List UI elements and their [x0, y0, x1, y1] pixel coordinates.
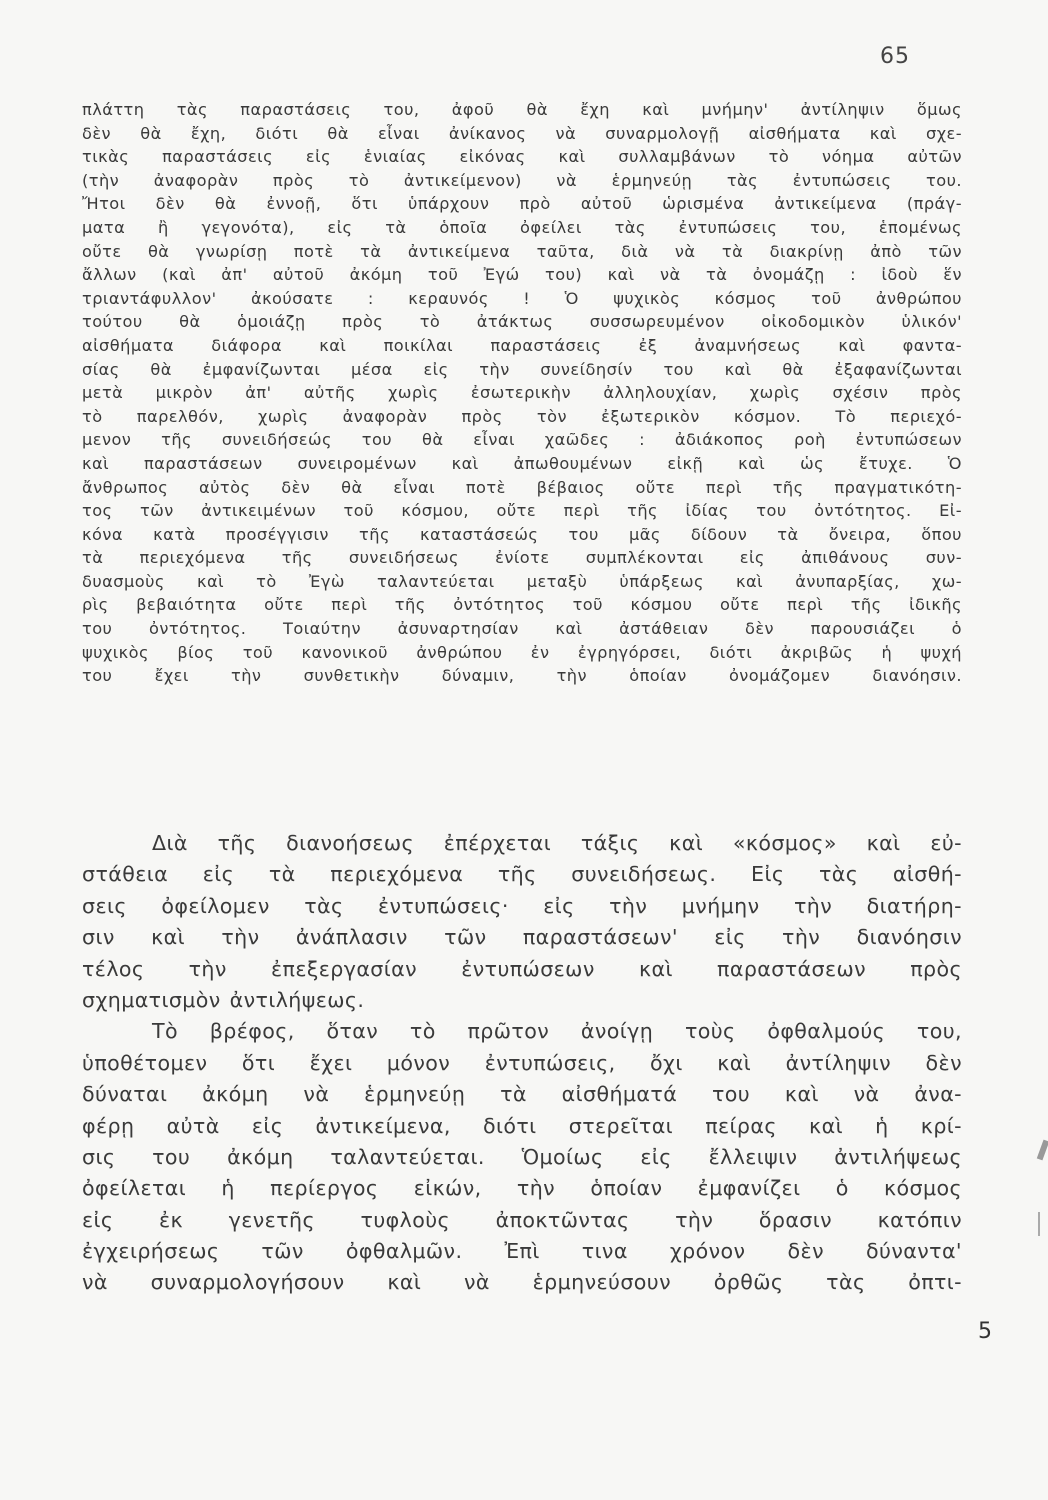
- text-line: δὲν θὰ ἔχη, διότι θὰ εἶναι ἀνίκανος νὰ συναρμολογῇ αἰσθήματα καὶ σχε-: [82, 123, 962, 143]
- text-line: τικὰς παραστάσεις εἰς ἑνιαίας εἰκόνας καὶ συλλαμβάνων τὸ νόημα αὐτῶν: [82, 147, 962, 167]
- text-line: δύναται ἀκόμη νὰ ἑρμηνεύῃ τὰ αἰσθήματά του καὶ νὰ ἀνα-: [82, 1082, 962, 1107]
- text-line: του ὀντότητος. Τοιαύτην ἀσυναρτησίαν καὶ ἀστάθειαν δὲν παρουσιάζει ὁ: [82, 619, 962, 639]
- text-line: Τὸ βρέφος, ὅταν τὸ πρῶτον ἀνοίγῃ τοὺς ὀφθαλμούς του,: [152, 1019, 962, 1044]
- text-line: σιν καὶ τὴν ἀνάπλασιν τῶν παραστάσεων' εἰς τὴν διανόησιν: [82, 925, 962, 950]
- text-line: τέλος τὴν ἐπεξεργασίαν ἐντυπώσεων καὶ παραστάσεων πρὸς: [82, 956, 962, 981]
- scan-edge-mark: [1037, 1140, 1048, 1161]
- text-line: σχηματισμὸν ἀντιλήψεως.: [82, 987, 365, 1012]
- text-line: ἐγχειρήσεως τῶν ὀφθαλμῶν. Ἐπὶ τινα χρόνον δὲν δύναντα': [82, 1239, 962, 1264]
- signature-number: 5: [978, 1319, 992, 1344]
- text-line: τριαντάφυλλον' ἀκούσατε : κεραυνός ! Ὁ ψυχικὸς κόσμος τοῦ ἀνθρώπου: [82, 288, 962, 308]
- text-line: καὶ παραστάσεων συνειρομένων καὶ ἀπωθουμένων εἰκῇ καὶ ὡς ἔτυχε. Ὁ: [82, 453, 962, 473]
- text-line: τὸ παρελθόν, χωρὶς ἀναφορὰν πρὸς τὸν ἐξωτερικὸν κόσμον. Τὸ περιεχό-: [82, 406, 962, 426]
- text-line: κόνα κατὰ προσέγγισιν τῆς καταστάσεώς του μᾶς δίδουν τὰ ὄνειρα, ὅπου: [82, 524, 962, 544]
- text-line: ματα ἢ γεγονότα), εἰς τὰ ὁποῖα ὀφείλει τὰς ἐντυπώσεις του, ἑπομένως: [82, 217, 962, 237]
- text-line: Διὰ τῆς διανοήσεως ἐπέρχεται τάξις καὶ «κόσμος» καὶ εὐ-: [152, 831, 962, 855]
- text-line: μενον τῆς συνειδήσεώς του θὰ εἶναι χαῶδες : ἀδιάκοπος ροὴ ἐντυπώσεων: [82, 430, 962, 450]
- text-line: τούτου θὰ ὁμοιάζῃ πρὸς τὸ ἀτάκτως συσσωρευμένον οἰκοδομικὸν ὑλικόν': [82, 312, 962, 332]
- text-line: νὰ συναρμολογήσουν καὶ νὰ ἑρμηνεύσουν ὀρθῶς τὰς ὀπτι-: [82, 1270, 962, 1295]
- text-line: (τὴν ἀναφορὰν πρὸς τὸ ἀντικείμενον) νὰ ἑρμηνεύῃ τὰς ἐντυπώσεις του.: [82, 170, 962, 190]
- text-line: στάθεια εἰς τὰ περιεχόμενα τῆς συνειδήσεως. Εἰς τὰς αἰσθή-: [82, 862, 962, 887]
- paragraph-small: [82, 98, 962, 688]
- text-line: εἰς ἐκ γενετῆς τυφλοὺς ἀποκτῶντας τὴν ὅρασιν κατόπιν: [82, 1207, 962, 1232]
- text-line: πλάττη τὰς παραστάσεις του, ἀφοῦ θὰ ἔχη καὶ μνήμην' ἀντίληψιν ὅμως: [82, 100, 962, 119]
- page-number: 65: [880, 44, 910, 69]
- text-line: ψυχικὸς βίος τοῦ κανονικοῦ ἀνθρώπου ἐν ἐγρηγόρσει, διότι ἀκριβῶς ἡ ψυχή: [82, 642, 962, 662]
- text-line: σίας θὰ ἐμφανίζωνται μέσα εἰς τὴν συνείδησίν του καὶ θὰ ἐξαφανίζωνται: [82, 359, 962, 379]
- text-line: τος τῶν ἀντικειμένων τοῦ κόσμου, οὔτε περὶ τῆς ἰδίας του ὀντότητος. Εἰ-: [82, 501, 962, 521]
- text-line: σις του ἀκόμη ταλαντεύεται. Ὁμοίως εἰς ἔλλειψιν ἀντιλήψεως: [82, 1144, 962, 1169]
- text-line: ἄλλων (καὶ ἀπ' αὐτοῦ ἀκόμη τοῦ Ἐγώ του) καὶ νὰ τὰ ὀνομάζῃ : ἰδοὺ ἕν: [82, 265, 962, 285]
- text-line: δυασμοὺς καὶ τὸ Ἐγὼ ταλαντεύεται μεταξὺ ὑπάρξεως καὶ ἀνυπαρξίας, χω-: [82, 571, 962, 591]
- paragraph-large: [82, 828, 962, 1299]
- scan-edge-mark: [1038, 1212, 1040, 1236]
- text-line: σεις ὀφείλομεν τὰς ἐντυπώσεις· εἰς τὴν μνήμην τὴν διατήρη-: [82, 893, 962, 918]
- text-line: τὰ περιεχόμενα τῆς συνειδήσεως ἐνίοτε συμπλέκονται εἰς ἀπιθάνους συν-: [82, 548, 962, 568]
- text-line: αἰσθήματα διάφορα καὶ ποικίλαι παραστάσεις ἐξ ἀναμνήσεως καὶ φαντα-: [82, 335, 962, 355]
- text-line: ἄνθρωπος αὐτὸς δὲν θὰ εἶναι ποτὲ βέβαιος οὔτε περὶ τῆς πραγματικότη-: [82, 477, 962, 497]
- text-line: μετὰ μικρὸν ἀπ' αὐτῆς χωρὶς ἐσωτερικὴν ἀλληλουχίαν, χωρὶς σχέσιν πρὸς: [82, 383, 962, 403]
- text-line: ρὶς βεβαιότητα οὔτε περὶ τῆς ὀντότητος τοῦ κόσμου οὔτε περὶ τῆς ἰδικῆς: [82, 595, 962, 615]
- text-line: Ἤτοι δὲν θὰ ἐννοῇ, ὅτι ὑπάρχουν πρὸ αὐτοῦ ὡρισμένα ἀντικείμενα (πράγ-: [82, 194, 962, 214]
- text-line: ὀφείλεται ἡ περίεργος εἰκών, τὴν ὁποίαν ἐμφανίζει ὁ κόσμος: [82, 1176, 962, 1201]
- text-line: οὔτε θὰ γνωρίσῃ ποτὲ τὰ ἀντικείμενα ταῦτα, διὰ νὰ τὰ διακρίνῃ ἀπὸ τῶν: [82, 241, 962, 261]
- text-line: φέρῃ αὐτὰ εἰς ἀντικείμενα, διότι στερεῖται πείρας καὶ ἡ κρί-: [82, 1113, 962, 1138]
- text-line: του ἔχει τὴν συνθετικὴν δύναμιν, τὴν ὁποίαν ὀνομάζομεν διανόησιν.: [82, 666, 962, 686]
- text-line: ὑποθέτομεν ὅτι ἔχει μόνον ἐντυπώσεις, ὄχι καὶ ἀντίληψιν δὲν: [82, 1050, 962, 1075]
